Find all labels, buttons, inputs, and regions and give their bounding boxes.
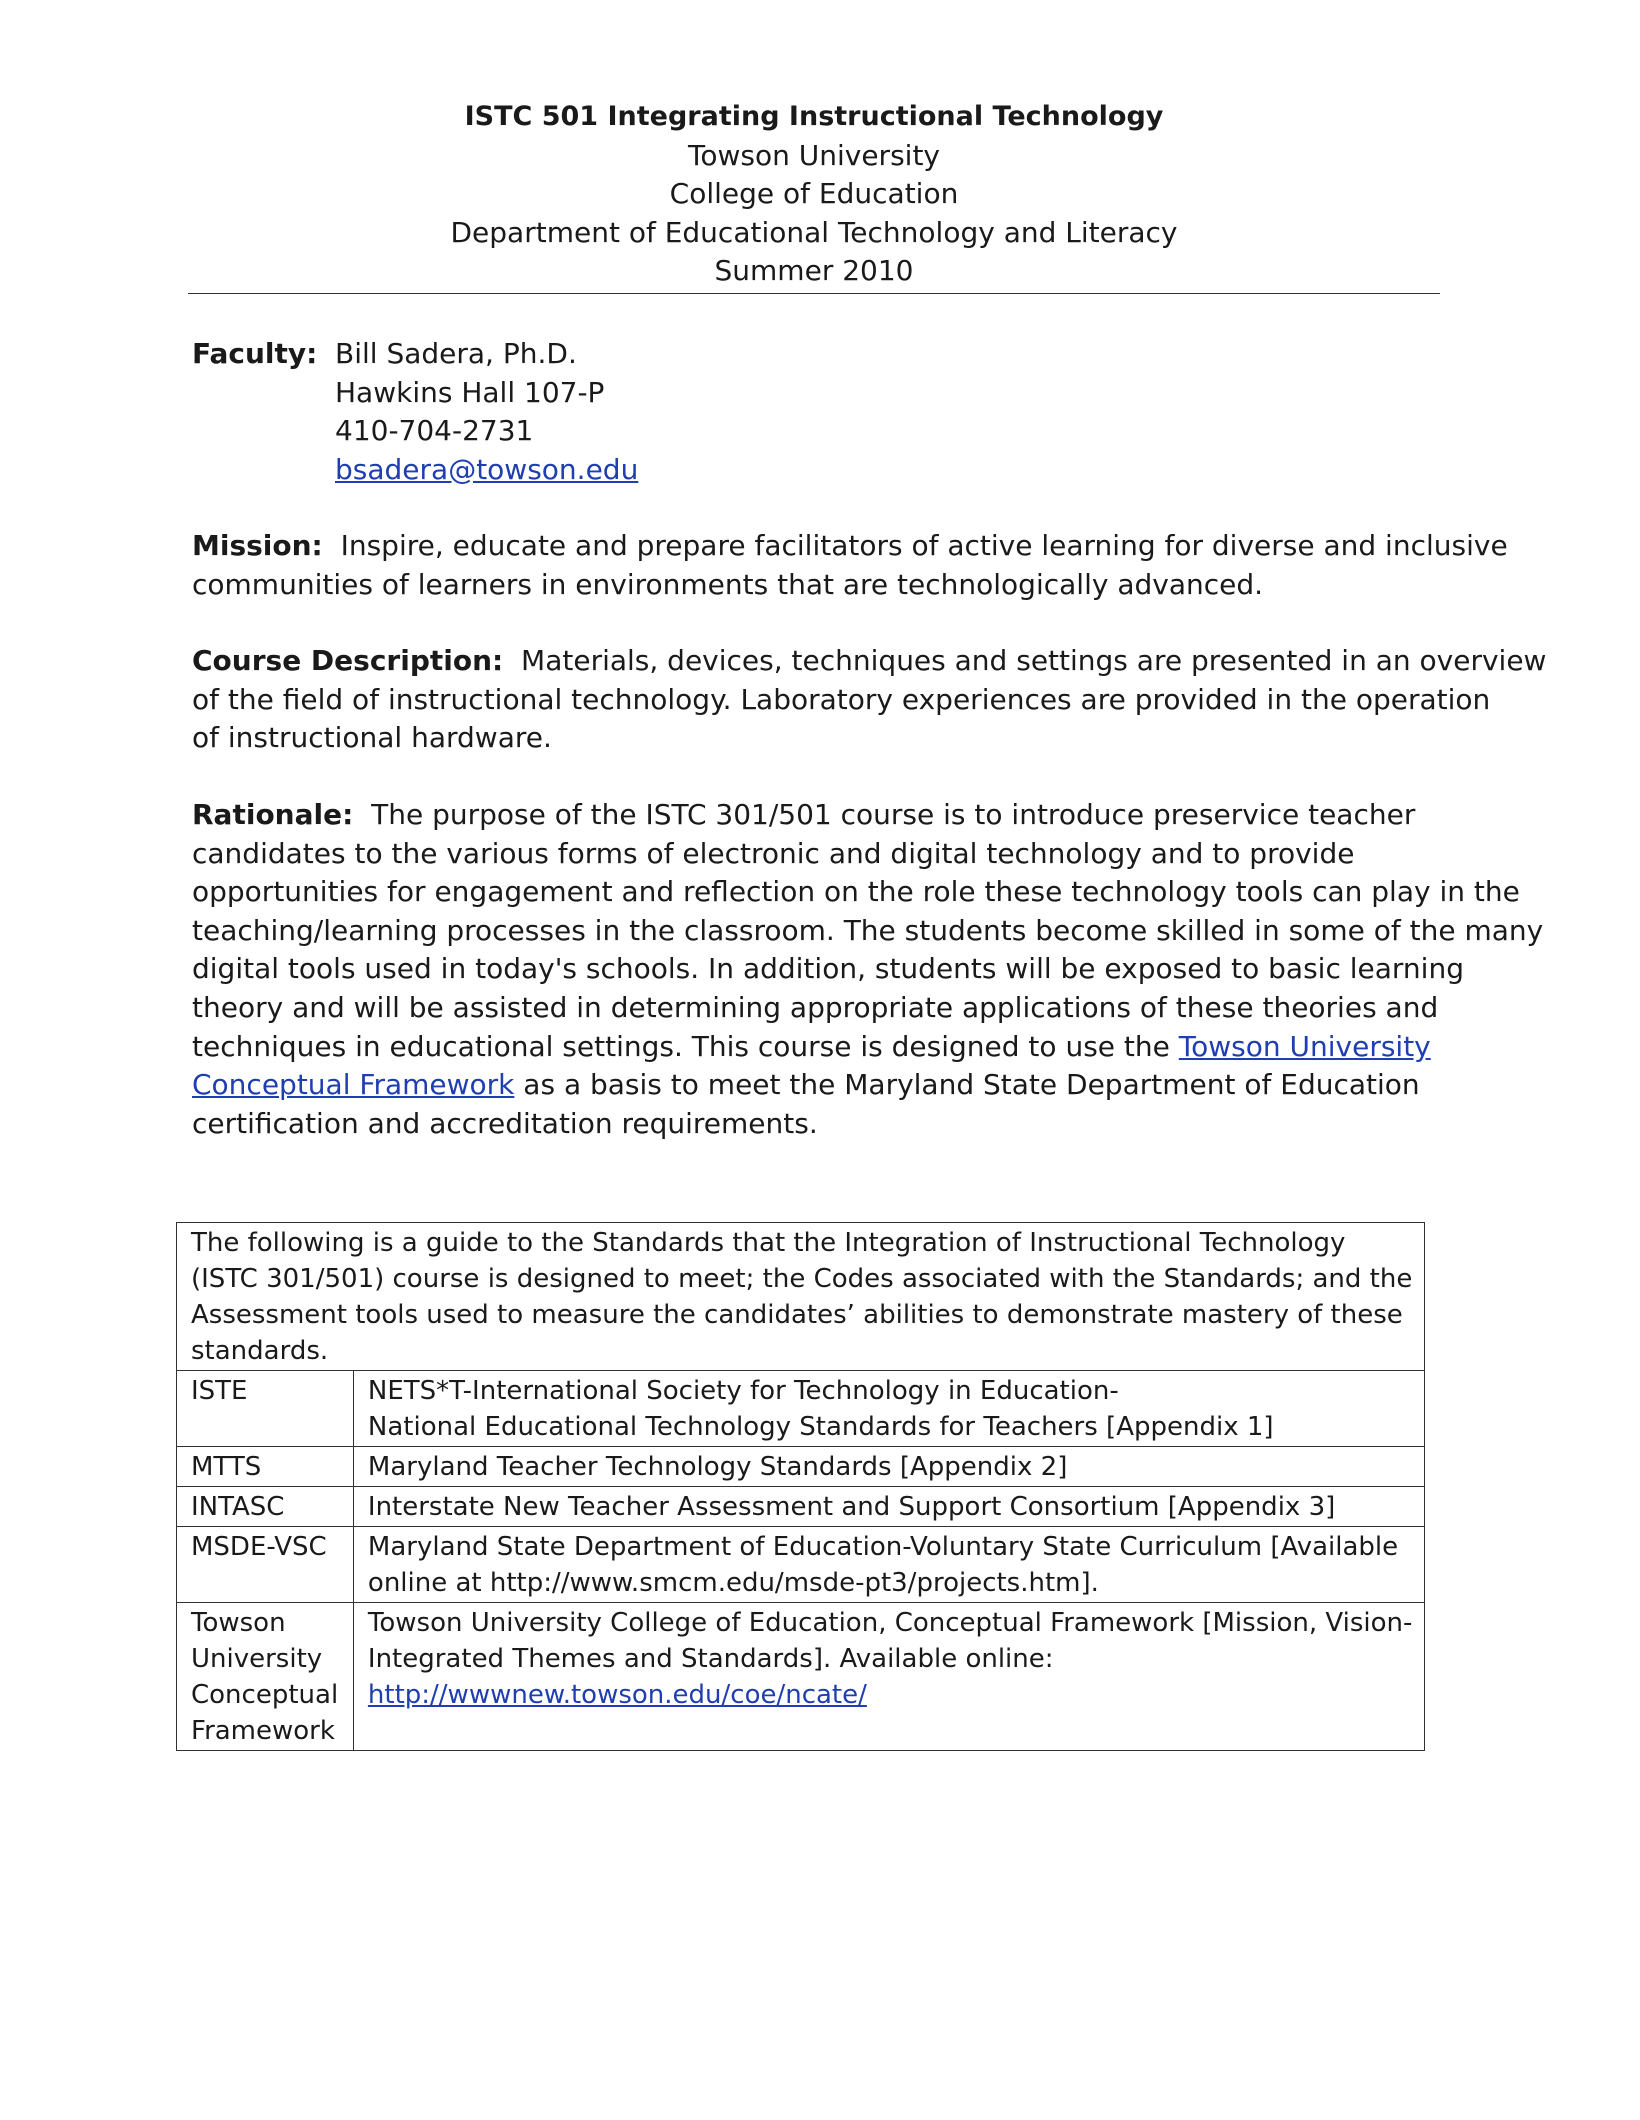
table-row (177, 1371, 1425, 1447)
standard-code-line: University (191, 1644, 323, 1674)
ncate-link[interactable]: http://wwwnew.towson.edu/coe/ncate/ (367, 1680, 867, 1710)
standard-code-line: Towson (191, 1608, 286, 1638)
rationale-label: Rationale: (192, 798, 354, 831)
conceptual-framework-link[interactable]: Towson University (1178, 1029, 1431, 1063)
standard-description-line: online at http://www.smcm.edu/msde-pt3/projects.htm]. (367, 1568, 1099, 1598)
standard-description (353, 1527, 1424, 1603)
course-description-label: Course Description: (192, 644, 504, 677)
standard-description (353, 1603, 1424, 1751)
standard-description (353, 1487, 1424, 1527)
rationale-text-line: as a basis to meet the Maryland State Department of Education (514, 1068, 1420, 1102)
standard-description-line: Integrated Themes and Standards]. Available online: (367, 1644, 1054, 1674)
table-row (177, 1447, 1425, 1487)
standard-description (353, 1371, 1424, 1447)
standard-description-line: Towson University College of Education, Conceptual Framework [Mission, Vision- (367, 1608, 1413, 1638)
course-description-text-line: of the field of instructional technology. Laboratory experiences are provided in the operation (192, 682, 1491, 716)
standard-code-line: Framework (191, 1716, 335, 1746)
conceptual-framework-link[interactable]: Conceptual Framework (192, 1068, 515, 1102)
standard-description-line: NETS*T-International Society for Technology in Education- (367, 1376, 1119, 1406)
table-intro-line: The following is a guide to the Standards that the Integration of Instructional Technology (191, 1228, 1346, 1258)
course-description-section (192, 642, 1547, 758)
university-name: Towson University (688, 138, 940, 172)
rationale-text-line: candidates to the various forms of electronic and digital technology and to provide (192, 836, 1355, 870)
standards-table (176, 1222, 1425, 1751)
table-row (177, 1527, 1425, 1603)
term: Summer 2010 (714, 254, 914, 287)
faculty-name: Bill Sadera, Ph.D. (335, 337, 577, 370)
standard-code-line: Conceptual (191, 1680, 339, 1710)
table-row (177, 1603, 1425, 1751)
standard-description-line: Interstate New Teacher Assessment and Support Consortium [Appendix 3] (367, 1492, 1336, 1522)
table-intro-row (177, 1223, 1425, 1371)
table-row (177, 1487, 1425, 1527)
table-intro-line: (ISTC 301/501) course is designed to meet; the Codes associated with the Standards; and the (191, 1264, 1413, 1294)
faculty-label: Faculty: (192, 337, 318, 370)
course-description-text-line: Materials, devices, techniques and settings are presented in an overview (521, 644, 1547, 677)
standard-description-line: Maryland State Department of Education-Voluntary State Curriculum [Available (367, 1532, 1399, 1562)
standard-description-line: National Educational Technology Standards for Teachers [Appendix 1] (367, 1412, 1274, 1442)
header-divider (188, 293, 1440, 294)
rationale-text-line: digital tools used in today's schools. In addition, students will be exposed to basic learning (192, 952, 1464, 986)
standard-description (353, 1447, 1424, 1487)
standard-code: ISTE (177, 1371, 354, 1447)
standard-description-line: Maryland Teacher Technology Standards [Appendix 2] (367, 1452, 1068, 1482)
rationale-text-line: techniques in educational settings. This course is designed to use the (192, 1029, 1179, 1063)
mission-section (192, 527, 1508, 604)
table-intro-line: standards. (191, 1336, 329, 1366)
rationale-section (192, 796, 1544, 1143)
standard-code: MSDE-VSC (177, 1527, 354, 1603)
table-intro-cell (177, 1223, 1425, 1371)
college-name: College of Education (669, 177, 959, 210)
mission-text-line: Inspire, educate and prepare facilitators of active learning for diverse and inclusive (340, 529, 1508, 562)
standard-code (177, 1603, 354, 1751)
standard-code: MTTS (177, 1447, 354, 1487)
faculty-email-link[interactable]: bsadera@towson.edu (335, 452, 639, 486)
rationale-text-line: The purpose of the ISTC 301/501 course is to introduce preservice teacher (371, 798, 1416, 831)
rationale-text-line: teaching/learning processes in the classroom. The students become skilled in some of the many (192, 913, 1544, 947)
table-intro-line: Assessment tools used to measure the candidates’ abilities to demonstrate mastery of these (191, 1300, 1403, 1330)
mission-text-line: communities of learners in environments that are technologically advanced. (192, 567, 1264, 601)
course-title: ISTC 501 Integrating Instructional Technology (464, 101, 1164, 132)
rationale-text-line: certification and accreditation requirements. (192, 1106, 818, 1140)
mission-label: Mission: (192, 529, 323, 562)
standard-code: INTASC (177, 1487, 354, 1527)
faculty-office: Hawkins Hall 107-P (335, 375, 605, 409)
document-header (188, 98, 1440, 291)
course-description-text-line: of instructional hardware. (192, 721, 552, 755)
rationale-text-line: theory and will be assisted in determining appropriate applications of these theories and (192, 990, 1439, 1024)
faculty-phone: 410-704-2731 (335, 414, 534, 447)
department-name: Department of Educational Technology and Literacy (450, 215, 1178, 249)
rationale-text-line: opportunities for engagement and reflection on the role these technology tools can play in the (192, 875, 1520, 909)
